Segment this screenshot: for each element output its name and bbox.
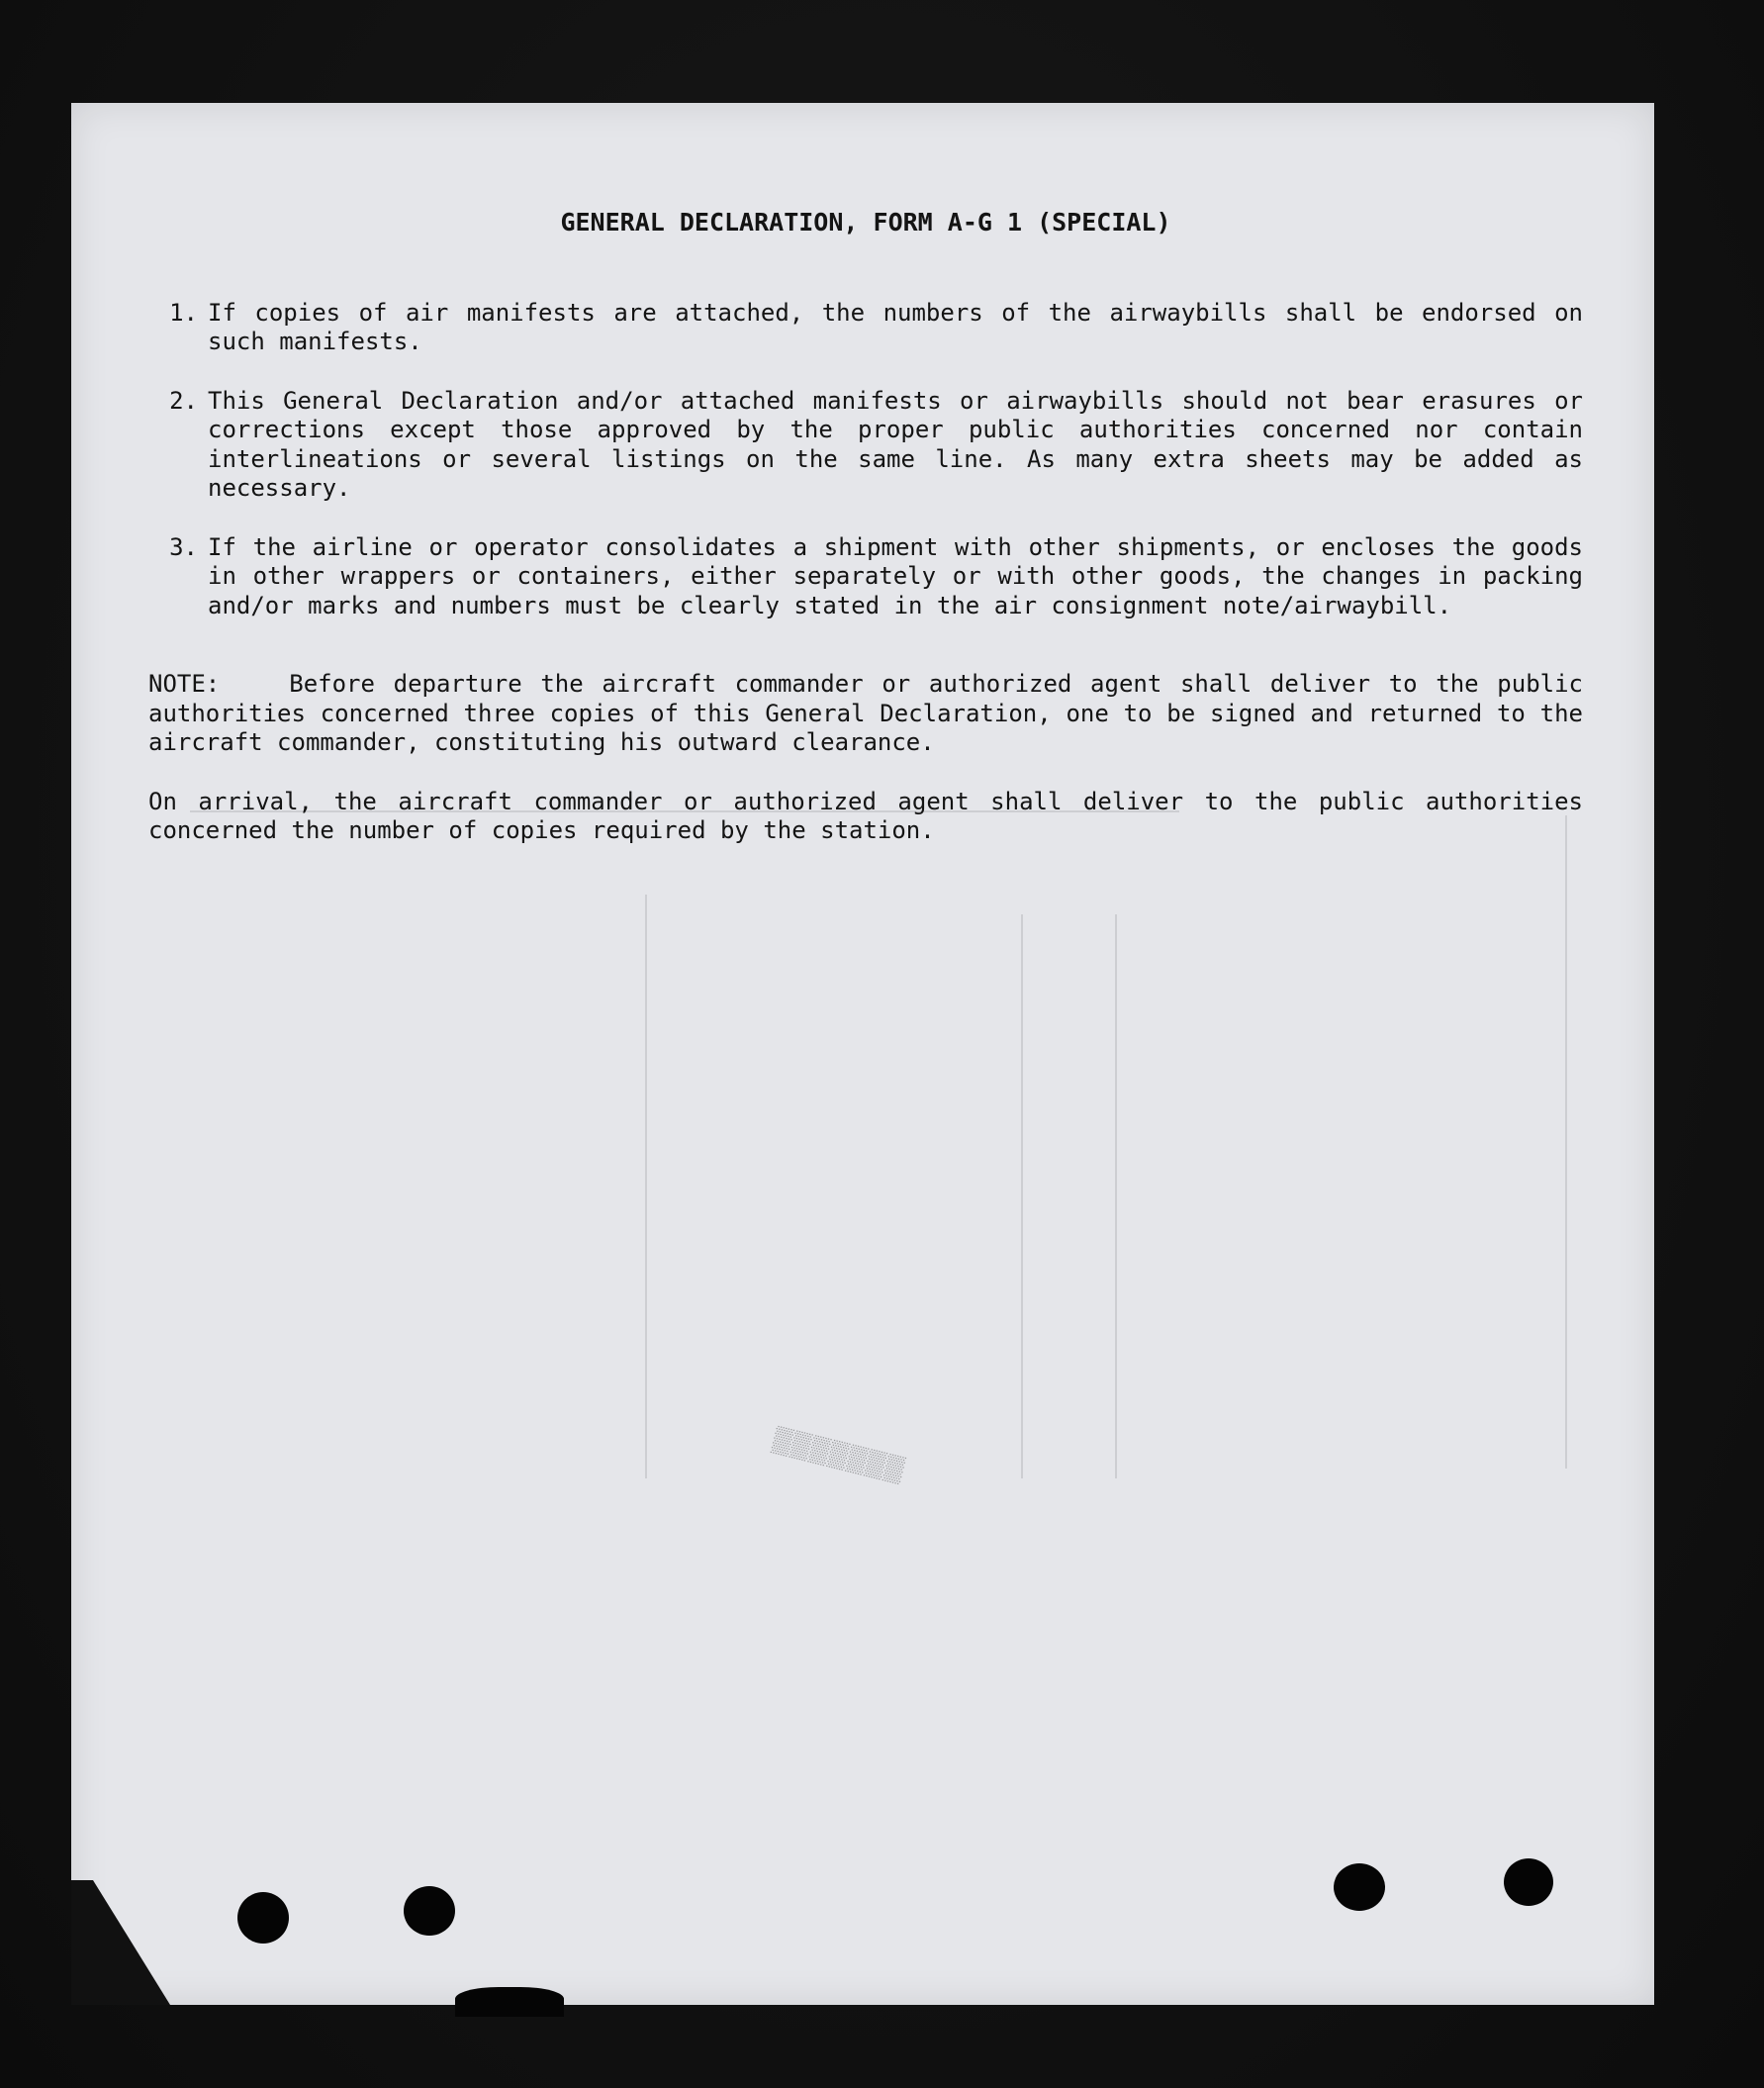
item-number: 2. <box>169 386 198 415</box>
punch-hole <box>237 1892 289 1944</box>
page-title: GENERAL DECLARATION, FORM A-G 1 (SPECIAL) <box>560 208 1171 237</box>
list-item <box>148 387 1583 504</box>
list-item <box>148 299 1583 357</box>
item-number: 3. <box>169 532 198 561</box>
bleed-through-rule <box>1565 815 1567 1469</box>
item-text: This General Declaration and/or attached manifests or airwaybills should not bear erasures or corrections except those approved by the proper public authorities concerned nor contain interlineations or several listings on the same line. As many extra sheets may be added as necessary. <box>208 386 1583 502</box>
faint-stamp-mark: ▒▒▒▒▒▒▒ <box>770 1424 908 1485</box>
item-text: If the airline or operator consolidates a shipment with other shipments, or encloses the goods in other wrappers or containers, either separately or with other goods, the changes in packing and/or marks and numbers must be clearly stated in the air consignment note/airwaybill. <box>208 532 1583 619</box>
bleed-through-rule <box>645 895 647 1478</box>
item-text: If copies of air manifests are attached, the numbers of the airwaybills shall be endorsed on such manifests. <box>208 298 1583 355</box>
document-body <box>148 208 1583 846</box>
arrival-paragraph: On arrival, the aircraft commander or authorized agent shall deliver to the public authorities concerned the number of copies required by the station. <box>148 787 1583 844</box>
note-label: NOTE: <box>148 670 221 698</box>
bleed-through-rule <box>1115 914 1117 1478</box>
note-paragraph <box>148 670 1583 758</box>
bleed-through-rule <box>1021 914 1023 1478</box>
punch-hole <box>1504 1858 1553 1906</box>
item-number: 1. <box>169 298 198 327</box>
note-text: Before departure the aircraft commander or authorized agent shall deliver to the public authorities concerned three copies of this General Declaration, one to be signed and returned to the aircraft commander, constituting his outward clearance. <box>148 670 1583 756</box>
list-item <box>148 533 1583 621</box>
torn-edge <box>455 1987 564 2017</box>
punch-hole <box>1334 1863 1385 1911</box>
punch-hole <box>404 1886 455 1936</box>
